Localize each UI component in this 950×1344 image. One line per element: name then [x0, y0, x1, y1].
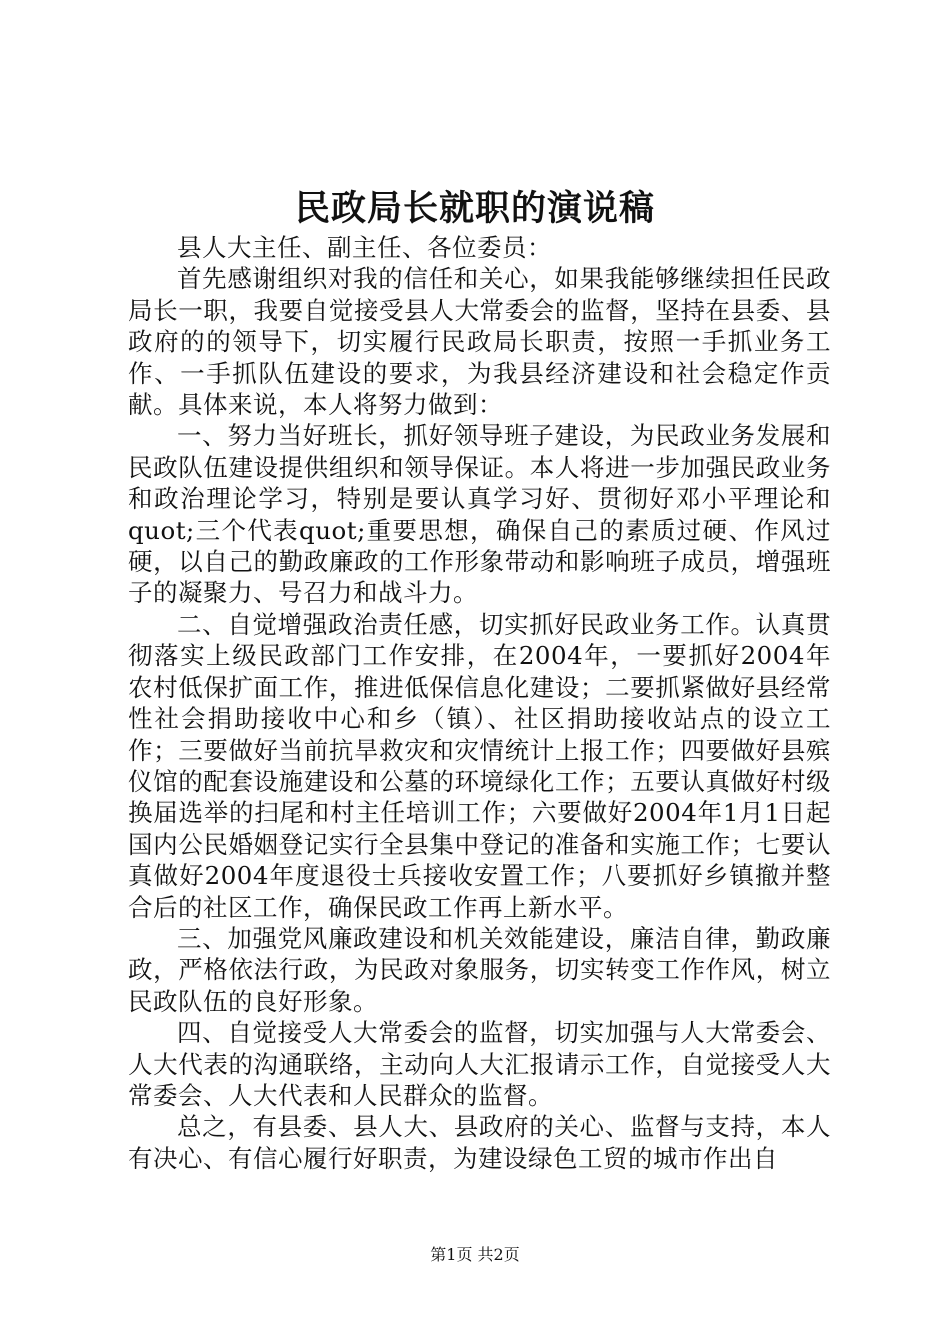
paragraph-point-three: 三、加强党风廉政建设和机关效能建设，廉洁自律，勤政廉政，严格依法行政，为民政对象服务，切实转变工作作风，树立民政队伍的良好形象。 — [128, 923, 831, 1016]
paragraph-salutation: 县人大主任、副主任、各位委员： — [177, 233, 552, 262]
paragraph-point-one: 一、努力当好班长，抓好领导班子建设，为民政业务发展和民政队伍建设提供组织和领导保证。本人将进一步加强民政业务和政治理论学习，特别是要认真学习好、贯彻好邓小平理论和quot;三个代表quot;重要思想，确保自己的素质过硬、作风过硬，以自己的勤政廉政的工作形象带动和影响班子成员，增强班子的凝聚力、号召力和战斗力。 — [128, 421, 831, 608]
paragraph-intro: 首先感谢组织对我的信任和关心，如果我能够继续担任民政局长一职，我要自觉接受县人大常委会的监督，坚持在县委、县政府的的领导下，切实履行民政局长职责，按照一手抓业务工作、一手抓队伍建设的要求，为我县经济建设和社会稳定作贡献。具体来说，本人将努力做到： — [128, 264, 831, 420]
paragraph-point-four: 四、自觉接受人大常委会的监督，切实加强与人大常委会、人大代表的沟通联络，主动向人大汇报请示工作，自觉接受人大常委会、人大代表和人民群众的监督。 — [128, 1018, 831, 1110]
paragraph-conclusion: 总之，有县委、县人大、县政府的关心、监督与支持，本人有决心、有信心履行好职责，为建设绿色工贸的城市作出自 — [128, 1112, 831, 1173]
paragraph-point-two: 二、自觉增强政治责任感，切实抓好民政业务工作。认真贯彻落实上级民政部门工作安排，在2004年，一要抓好2004年农村低保扩面工作，推进低保信息化建设；二要抓紧做好县经常性社会捐助接收中心和乡（镇）、社区捐助接收站点的设立工作；三要做好当前抗旱救灾和灾情统计上报工作；四要做好县殡仪馆的配套设施建设和公墓的环境绿化工作；五要认真做好村级换届选举的扫尾和村主任培训工作；六要做好2004年1月1日起国内公民婚姻登记实行全县集中登记的准备和实施工作；七要认真做好2004年度退役士兵接收安置工作；八要抓好乡镇撤并整合后的社区工作，确保民政工作再上新水平。 — [128, 609, 831, 922]
page-number-footer: 第1页 共2页 — [430, 1245, 520, 1264]
document-body — [128, 232, 831, 1174]
document-title: 民政局长就职的演说稿 — [294, 188, 655, 229]
